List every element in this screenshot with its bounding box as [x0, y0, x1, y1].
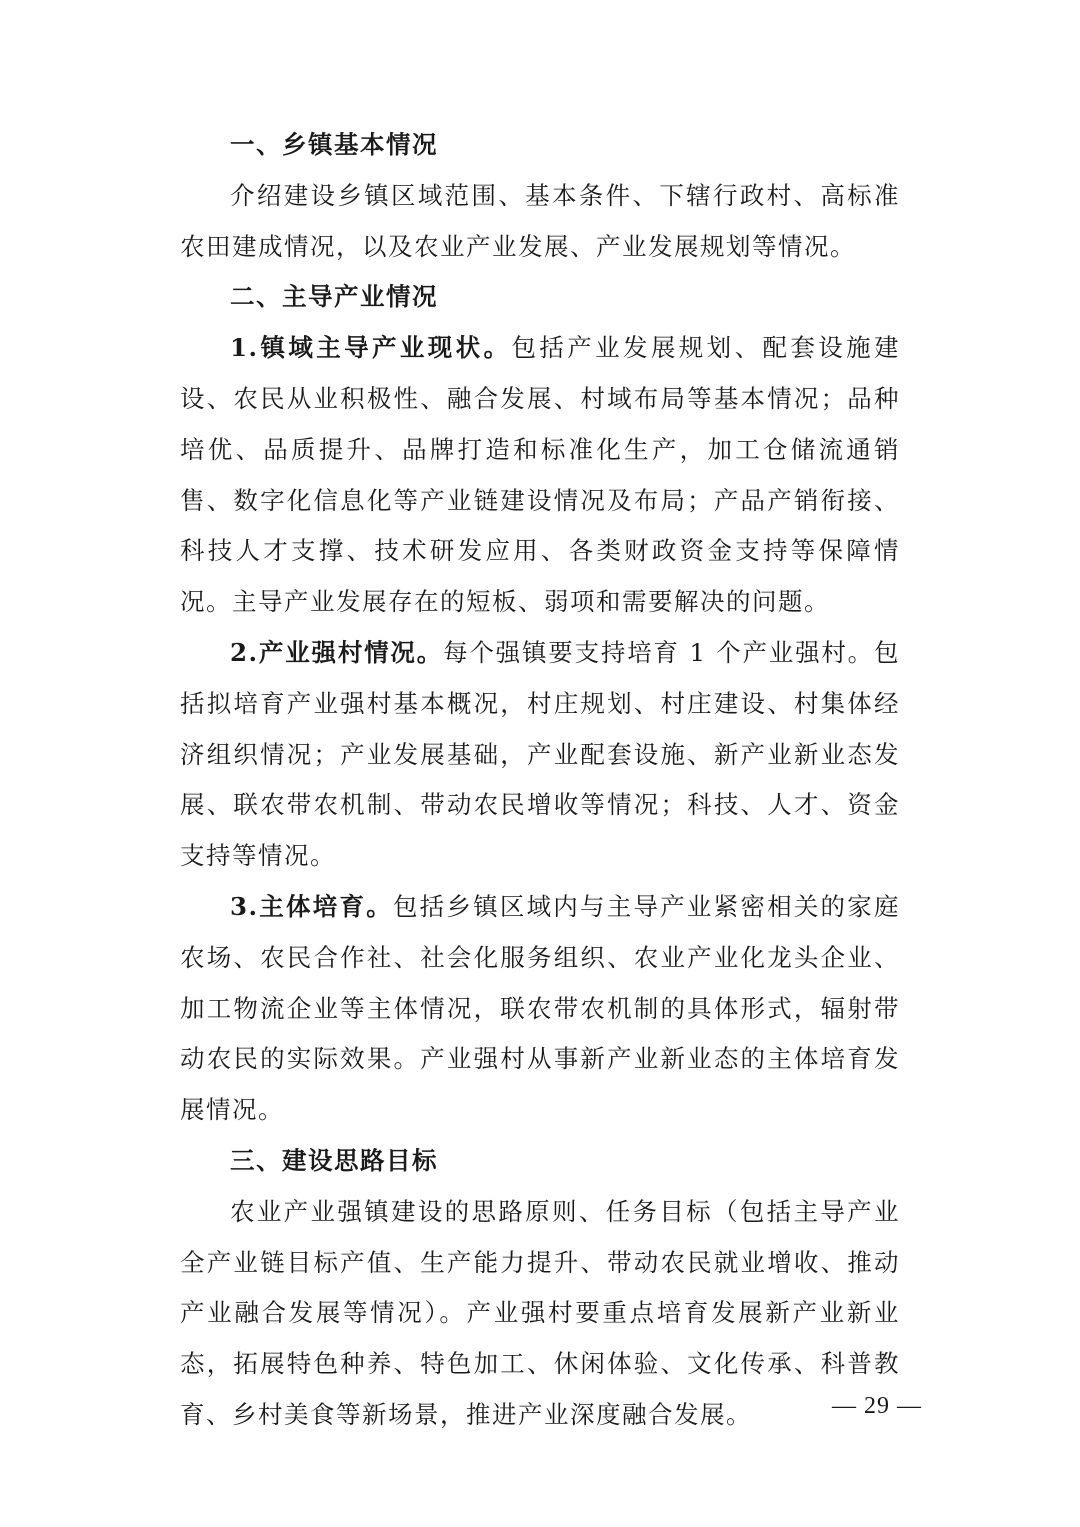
paragraph-lead-entity-cultivation: 3.主体培育。	[230, 891, 393, 921]
document-body	[180, 120, 900, 1441]
paragraph-body-entity-cultivation: 包括乡镇区域内与主导产业紧密相关的家庭农场、农民合作社、社会化服务组织、农业产业化龙头企业、加工物流企业等主体情况，联农带农机制的具体形式，辐射带动农民的实际效果。产业强村从事新产业新业态的主体培育发展情况。	[180, 891, 901, 1125]
paragraph-body-industry-status: 包括产业发展规划、配套设施建设、农民从业积极性、融合发展、村域布局等基本情况；品种培优、品质提升、品牌打造和标准化生产，加工仓储流通销售、数字化信息化等产业链建设情况及布局；产品产销衔接、科技人才支撑、技术研发应用、各类财政资金支持等保障情况。主导产业发展存在的短板、弱项和需要解决的问题。	[180, 333, 901, 617]
paragraph-strong-village	[180, 628, 900, 882]
paragraph-body-strong-village: 每个强镇要支持培育 1 个产业强村。包括拟培育产业强村基本概况，村庄规划、村庄建设、村集体经济组织情况；产业发展基础，产业配套设施、新产业新业态发展、联农带农机制、带动农民增收等情况；科技、人才、资金支持等情况。	[180, 637, 900, 871]
paragraph-lead-industry-status: 1.镇域主导产业现状。	[230, 333, 512, 363]
paragraph-township-basics: 介绍建设乡镇区域范围、基本条件、下辖行政村、高标准农田建成情况，以及农业产业发展、产业发展规划等情况。	[180, 180, 900, 261]
paragraph-entity-cultivation	[180, 882, 900, 1136]
page-number: — 29 —	[832, 1393, 922, 1419]
section-heading-leading-industry: 二、主导产业情况	[230, 282, 438, 312]
paragraph-industry-status	[180, 323, 900, 628]
paragraph-lead-strong-village: 2.产业强村情况。	[230, 637, 444, 667]
section-heading-township-basics: 一、乡镇基本情况	[230, 130, 438, 159]
section-heading-construction-goals: 三、建设思路目标	[230, 1145, 438, 1175]
paragraph-construction-goals: 农业产业强镇建设的思路原则、任务目标（包括主导产业全产业链目标产值、生产能力提升、带动农民就业增收、推动产业融合发展等情况）。产业强村要重点培育发展新产业新业态，拓展特色种养、特色加工、休闲体验、文化传承、科普教育、乡村美食等新场景，推进产业深度融合发展。	[180, 1196, 900, 1429]
